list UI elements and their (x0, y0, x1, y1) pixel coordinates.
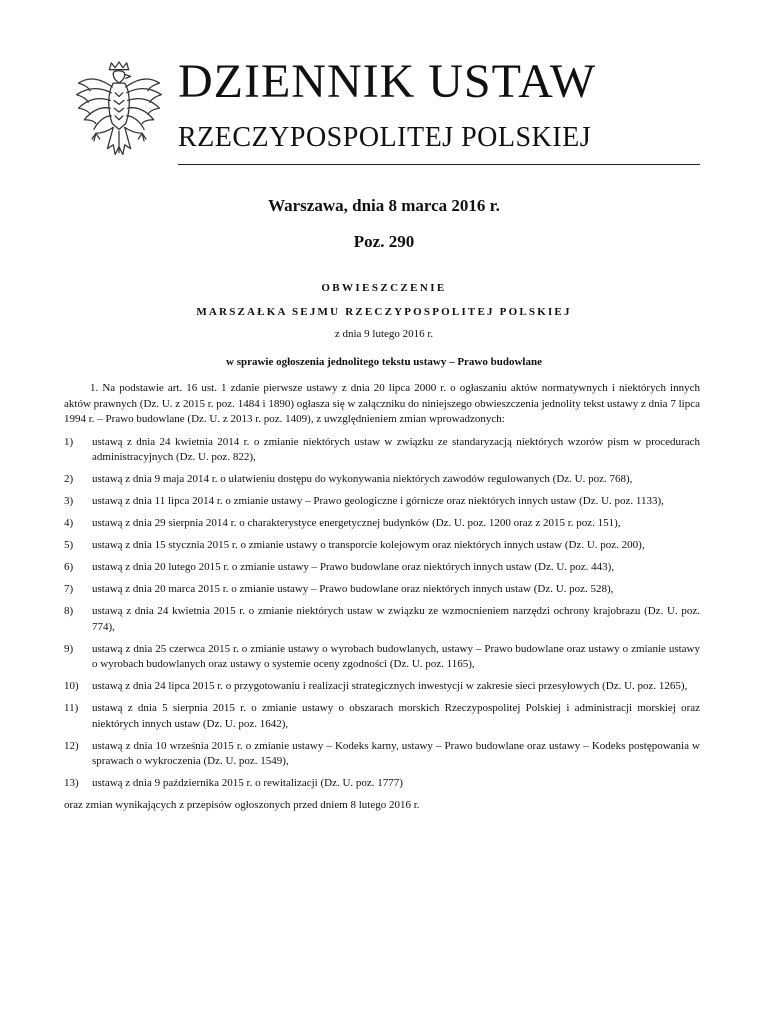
item-number: 7) (64, 583, 74, 595)
item-text: ustawą z dnia 24 lipca 2015 r. o przygotowaniu i realizacji strategicznych inwestycji w zakresie sieci przesyłowych (Dz. U. poz. 1265), (92, 680, 688, 692)
item-number: 12) (64, 739, 79, 752)
notice-title: OBWIESZCZENIE (321, 282, 447, 294)
list-item (64, 642, 700, 673)
list-item (64, 560, 700, 576)
closing-paragraph: oraz zmian wynikających z przepisów ogłoszonych przed dniem 8 lutego 2016 r. (64, 799, 420, 811)
item-number: 5) (64, 539, 74, 551)
item-text: ustawą z dnia 9 maja 2014 r. o ułatwieniu dostępu do wykonywania niektórych zawodów regulowanych (Dz. U. poz. 768), (92, 473, 633, 485)
journal-title: DZIENNIK USTAW (178, 55, 597, 108)
item-text: ustawą z dnia 20 marca 2015 r. o zmianie ustawy – Prawo budowlane oraz niektórych innych ustaw (Dz. U. poz. 528), (92, 583, 614, 595)
journal-subtitle: RZECZYPOSPOLITEJ POLSKIEJ (178, 122, 592, 153)
intro-paragraph: 1. Na podstawie art. 16 ust. 1 zdanie pierwsze ustawy z dnia 20 lipca 2000 r. o ogłaszaniu aktów normatywnych i niektórych innych aktów prawnych (Dz. U. z 2015 r. poz. 1484 i 1890) ogłasza się w załączniku do niniejszego obwieszczenia jednolity tekst ustawy z dnia 7 lipca 1994 r. – Prawo budowlane (Dz. U. z 2013 r. poz. 1409), z uwzględnieniem zmian wprowadzonych: (64, 382, 700, 425)
item-text: ustawą z dnia 15 stycznia 2015 r. o zmianie ustawy o transporcie kolejowym oraz niektórych innych ustaw (Dz. U. poz. 200), (92, 539, 645, 551)
list-item (64, 472, 700, 488)
item-number: 1) (64, 435, 74, 448)
list-item (64, 538, 700, 554)
notice-issuer: MARSZAŁKA SEJMU RZECZYPOSPOLITEJ POLSKIEJ (196, 306, 572, 318)
item-text: ustawą z dnia 20 lutego 2015 r. o zmianie ustawy – Prawo budowlane oraz niektórych innych ustaw (Dz. U. poz. 443), (92, 561, 615, 573)
item-text: ustawą z dnia 24 kwietnia 2015 r. o zmianie niektórych ustaw w związku ze wzmocnieniem narzędzi ochrony krajobrazu (Dz. U. poz. 774), (92, 605, 700, 633)
list-item (64, 679, 700, 695)
item-text: ustawą z dnia 9 października 2015 r. o rewitalizacji (Dz. U. poz. 1777) (92, 777, 403, 789)
item-text: ustawą z dnia 24 kwietnia 2014 r. o zmianie niektórych ustaw w związku ze standaryzacją niektórych wzorów pism w procedurach administracyjnych (Dz. U. poz. 822), (92, 435, 700, 463)
list-item (64, 435, 700, 466)
item-number: 2) (64, 473, 74, 485)
list-item (64, 516, 700, 532)
list-item (64, 701, 700, 732)
item-number: 4) (64, 517, 74, 529)
list-item (64, 494, 700, 510)
item-number: 13) (64, 777, 79, 789)
position-number: Poz. 290 (353, 232, 415, 251)
list-item (64, 604, 700, 635)
publication-dateline: Warszawa, dnia 8 marca 2016 r. (268, 196, 500, 215)
item-text: ustawą z dnia 11 lipca 2014 r. o zmianie ustawy – Prawo geologiczne i górnicze oraz niektórych innych ustaw (Dz. U. poz. 1133), (92, 495, 664, 507)
item-text: ustawą z dnia 25 czerwca 2015 r. o zmianie ustawy o wyrobach budowlanych, ustawy – Prawo budowlane oraz ustawy o zmianie ustawy o wyrobach budowlanych oraz ustawy o systemie oceny zgodności (Dz. U. poz. 1165), (92, 642, 700, 670)
item-number: 11) (64, 702, 79, 714)
item-number: 3) (64, 495, 74, 507)
list-item (64, 739, 700, 770)
amendments-list (64, 435, 700, 792)
list-item (64, 582, 700, 598)
item-number: 10) (64, 680, 79, 692)
item-number: 8) (64, 605, 74, 617)
polish-eagle-emblem-icon (70, 60, 168, 166)
notice-date: z dnia 9 lutego 2016 r. (334, 328, 434, 340)
item-number: 6) (64, 561, 74, 573)
item-text: ustawą z dnia 10 września 2015 r. o zmianie ustawy – Kodeks karny, ustawy – Prawo budowlane oraz ustawy – Kodeks postępowania w sprawach o wykroczenia (Dz. U. poz. 1549), (92, 739, 700, 767)
list-item (64, 776, 700, 792)
item-text: ustawą z dnia 5 sierpnia 2015 r. o zmianie ustawy o obszarach morskich Rzeczypospolitej Polskiej i administracji morskiej oraz niektórych innych ustaw (Dz. U. poz. 1642), (92, 702, 700, 730)
item-number: 9) (64, 642, 74, 655)
item-text: ustawą z dnia 29 sierpnia 2014 r. o charakterystyce energetycznej budynków (Dz. U. poz. 1200 oraz z 2015 r. poz. 151), (92, 517, 621, 529)
document-body (64, 381, 700, 814)
masthead-divider (178, 164, 700, 165)
notice-subject: w sprawie ogłoszenia jednolitego tekstu ustawy – Prawo budowlane (226, 356, 542, 368)
